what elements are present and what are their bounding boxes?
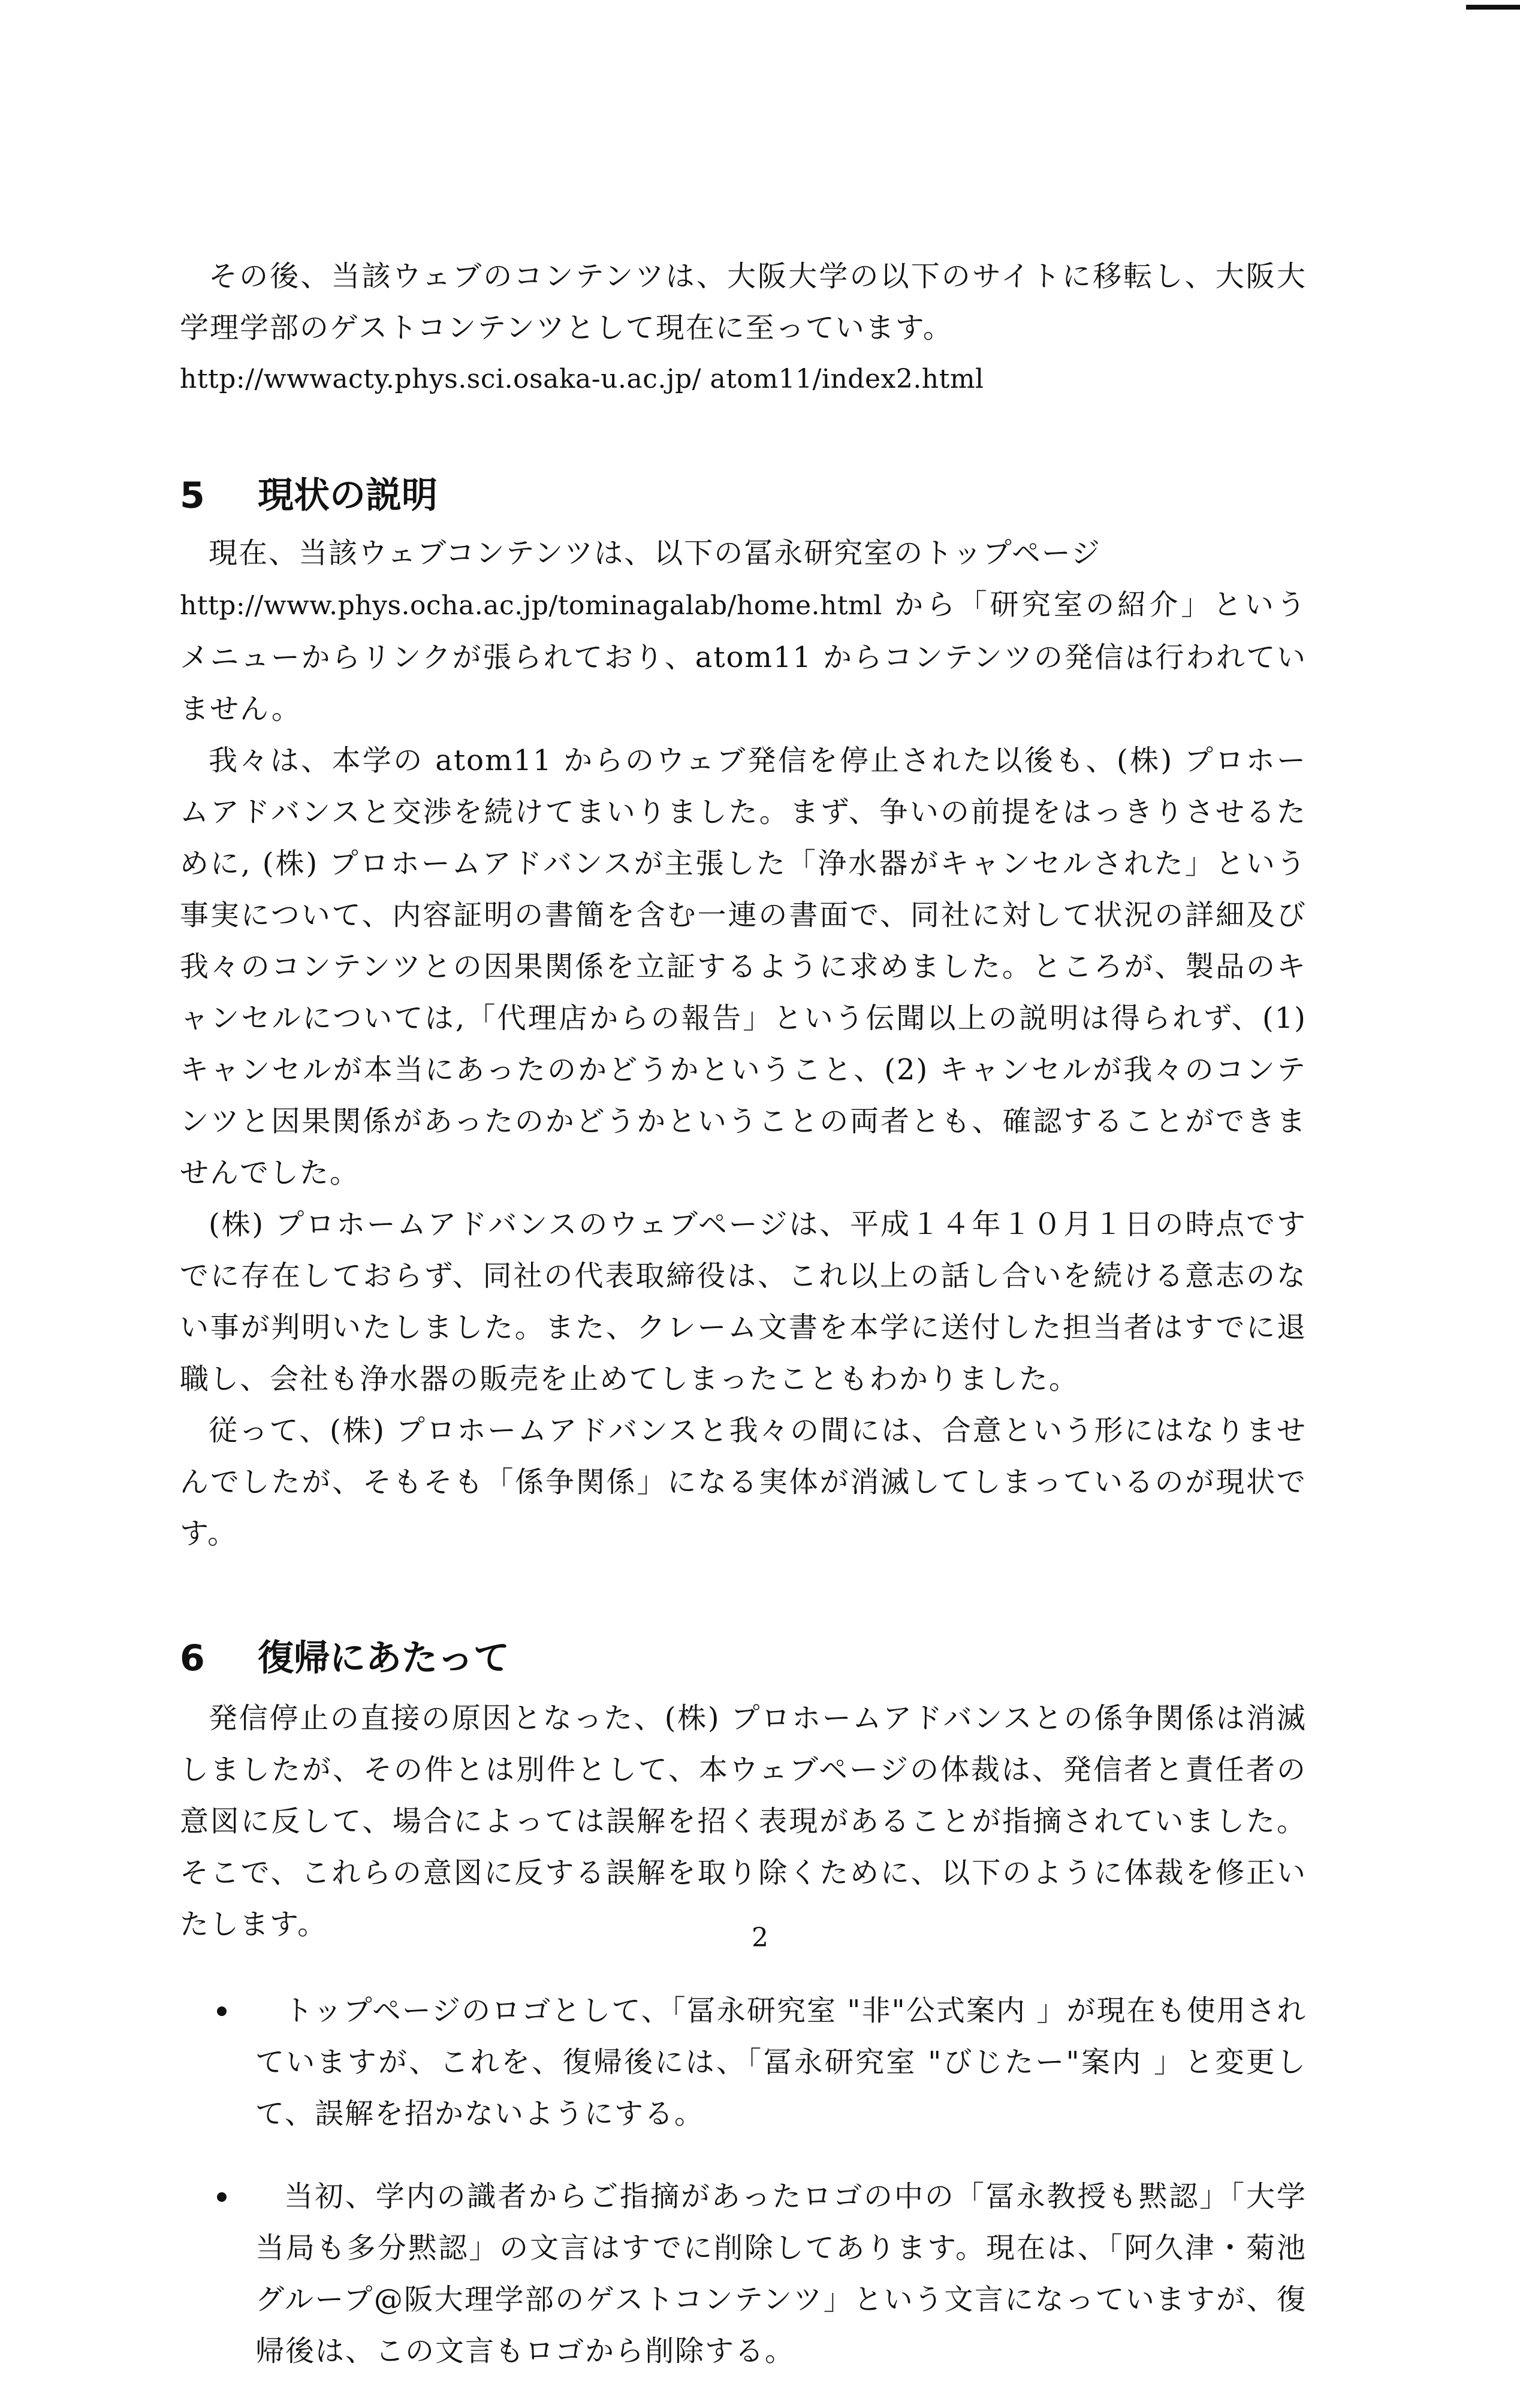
scan-edge-mark: [1466, 5, 1520, 10]
bullet-icon: [217, 2006, 227, 2016]
page-number: 2: [752, 1923, 768, 1953]
section-5-number: 5: [180, 475, 205, 517]
intro-url: http://wwwacty.phys.sci.osaka-u.ac.jp/ atom11/index2.html: [180, 364, 984, 394]
section-5-paragraph-1-lead: 現在、当該ウェブコンテンツは、以下の冨永研究室のトップページ: [209, 536, 1101, 570]
section-6-title: 復帰にあたって: [258, 1637, 509, 1679]
section-5-title: 現状の説明: [258, 475, 438, 517]
section-5-paragraph-4: 従って、(株) プロホームアドバンスと我々の間には、合意という形にはなりませんでしたが、そもそも「係争関係」になる実体が消滅してしまっているのが現状です。: [180, 1414, 1307, 1550]
section-5-paragraph-2: 我々は、本学の atom11 からのウェブ発信を停止された以後も、(株) プロホームアドバンスと交渉を続けてまいりました。まず、争いの前提をはっきりさせるために, (株) プロホームアドバンスが主張した「浄水器がキャンセルされた」という事実について、内容証明の書簡を含む一連の書面で、同社に対して状況の詳細及び我々のコンテンツとの因果関係を立証するように求めました。ところが、製品のキャンセルについては,「代理店からの報告」という伝聞以上の説明は得られず、(1) キャンセルが本当にあったのかどうかということ、(2) キャンセルが我々のコンテンツと因果関係があったのかどうかということの両者とも、確認することができませんでした。: [180, 744, 1307, 1190]
section-6-heading: [180, 1631, 1307, 1685]
section-6-number: 6: [180, 1637, 205, 1679]
bullet-icon: [217, 2192, 227, 2202]
list-item: [180, 2171, 1307, 2377]
tominagalab-url: http://www.phys.ocha.ac.jp/tominagalab/home.html: [180, 590, 882, 621]
section-5-paragraph-3: (株) プロホームアドバンスのウェブページは、平成１４年１０月１日の時点ですでに存在しておらず、同社の代表取締役は、これ以上の話し合いを続ける意志のない事が判明いたしました。また、クレーム文書を本学に送付した担当者はすでに退職し、会社も浄水器の販売を止めてしまったこともわかりました。: [180, 1208, 1307, 1396]
section-5-paragraph-1-rest: から「研究室の紹介」というメニューからリンクが張られており、atom11 からコンテンツの発信は行われていません。: [180, 588, 1307, 726]
section-5-heading: [180, 469, 1307, 523]
list-item-text: トップページのロゴとして、「冨永研究室 "非"公式案内 」が現在も使用されていますが、これを、復帰後には、「冨永研究室 "びじたー"案内 」と変更して、誤解を招かないようにする。: [255, 1994, 1307, 2131]
revision-list: [180, 1985, 1307, 2377]
section-5-paragraph-1: [180, 579, 1307, 735]
list-item-text: 当初、学内の識者からご指摘があったロゴの中の「冨永教授も黙認」「大学当局も多分黙認」の文言はすでに削除してあります。現在は、「阿久津・菊池グループ@阪大理学部のゲストコンテンツ」という文言になっていますが、復帰後は、この文言もロゴから削除する。: [255, 2180, 1307, 2368]
list-item: [180, 1985, 1307, 2140]
section-6-paragraph-1: 発信停止の直接の原因となった、(株) プロホームアドバンスとの係争関係は消滅しましたが、その件とは別件として、本ウェブページの体裁は、発信者と責任者の意図に反して、場合によっては誤解を招く表現があることが指摘されていました。そこで、これらの意図に反する誤解を取り除くために、以下のように体裁を修正いたします。: [180, 1701, 1307, 1941]
page-content: [180, 251, 1307, 2408]
intro-paragraph: その後、当該ウェブのコンテンツは、大阪大学の以下のサイトに移転し、大阪大学理学部のゲストコンテンツとして現在に至っています。: [180, 259, 1307, 345]
